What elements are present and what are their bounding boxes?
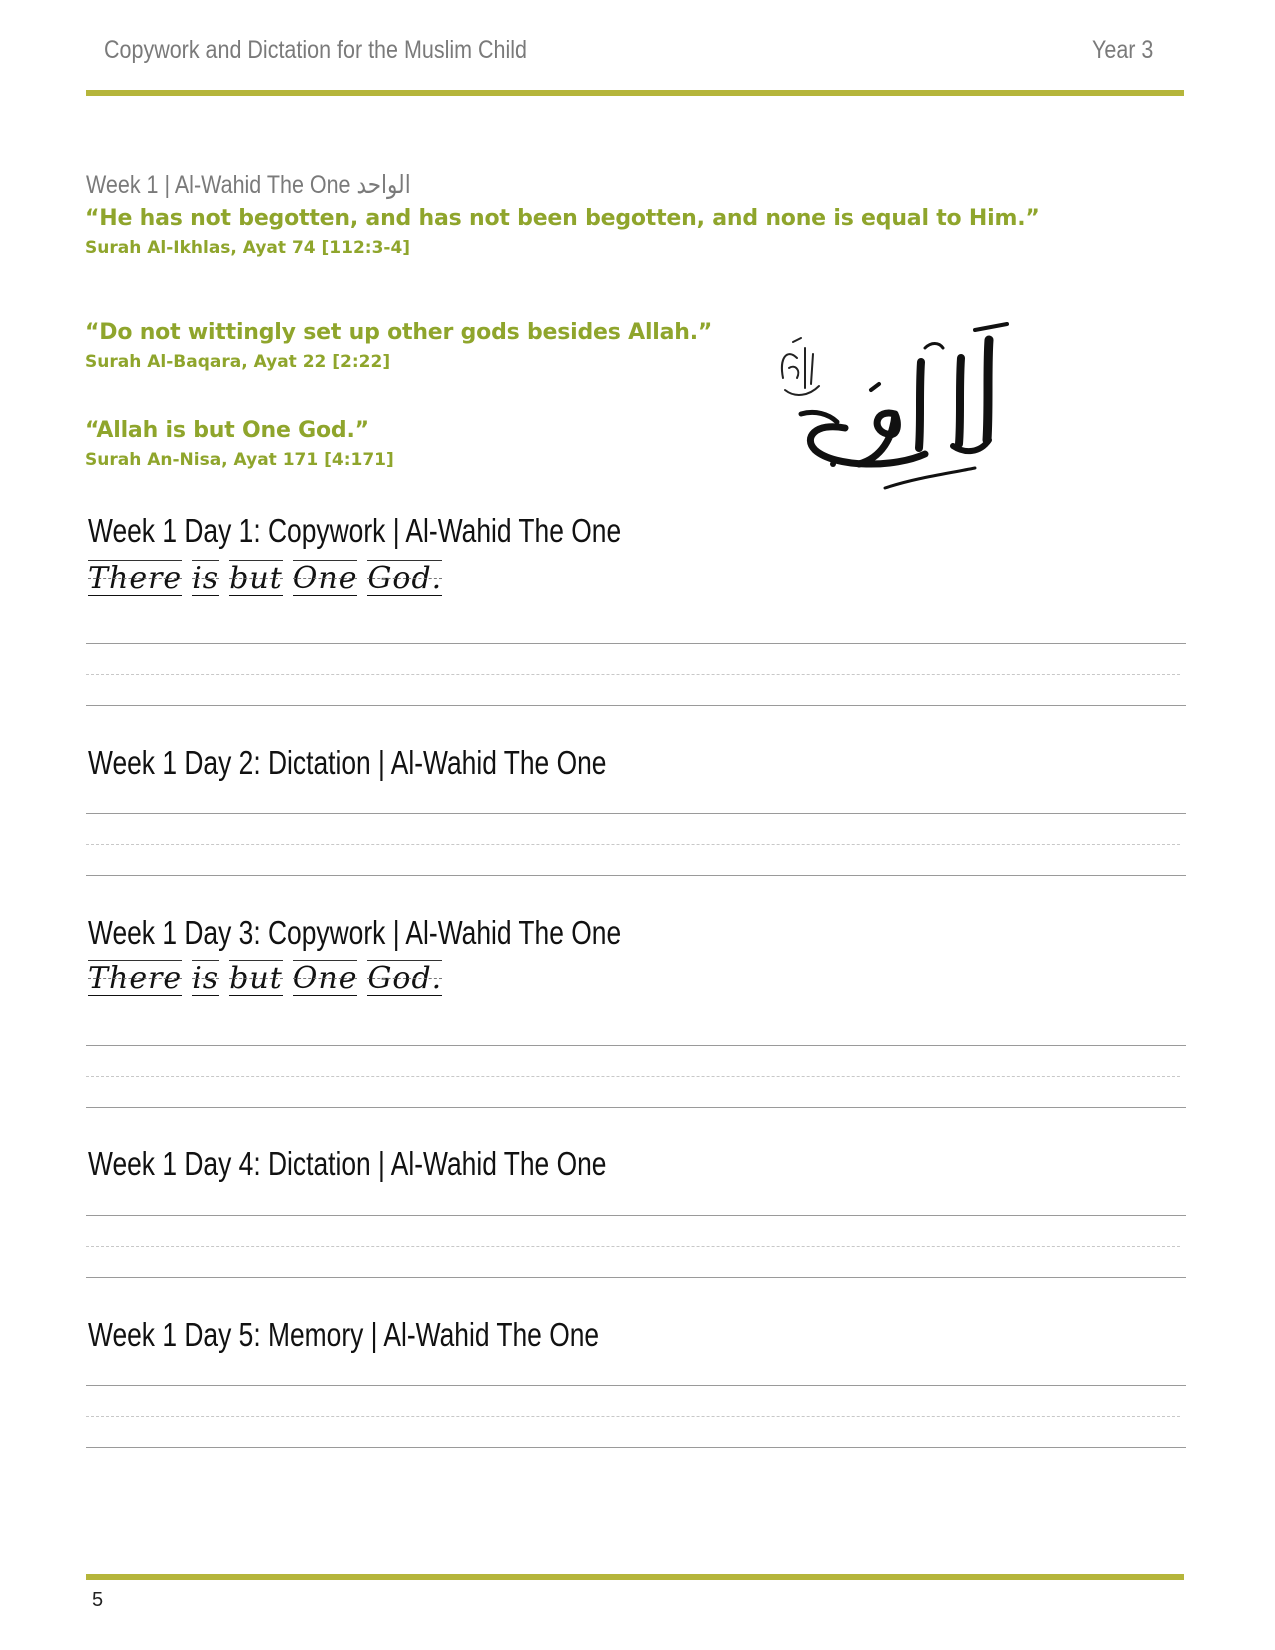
- day-4-writing-lines[interactable]: [86, 1215, 1186, 1279]
- quote-3-citation: Surah An-Nisa, Ayat 171 [4:171]: [85, 450, 394, 470]
- cursive-word: There: [88, 961, 183, 996]
- cursive-word: God.: [367, 561, 443, 596]
- quote-3: “Allah is but One God.”: [85, 418, 369, 443]
- day-4-heading: Week 1 Day 4: Dictation | Al-Wahid The One: [88, 1145, 607, 1182]
- cursive-word: One: [292, 961, 358, 996]
- day-2-writing-lines[interactable]: [86, 813, 1186, 877]
- day-5-writing-lines[interactable]: [86, 1385, 1186, 1449]
- quote-2-citation: Surah Al-Baqara, Ayat 22 [2:22]: [85, 352, 391, 372]
- quote-2: “Do not wittingly set up other gods besides Allah.”: [85, 320, 713, 345]
- day-3-writing-lines[interactable]: [86, 1045, 1186, 1109]
- cursive-word: God.: [367, 961, 443, 996]
- page-number: 5: [92, 1589, 104, 1611]
- quote-1-citation: Surah Al-Ikhlas, Ayat 74 [112:3-4]: [85, 238, 411, 258]
- day-2-heading: Week 1 Day 2: Dictation | Al-Wahid The One: [88, 744, 607, 781]
- document-title: Copywork and Dictation for the Muslim Child: [104, 36, 527, 64]
- al-wahid-calligraphy-icon: [775, 318, 1035, 498]
- header-divider: [86, 90, 1184, 96]
- cursive-word: is: [192, 561, 220, 596]
- footer-divider: [86, 1574, 1184, 1580]
- cursive-word: One: [292, 561, 358, 596]
- cursive-word: but: [229, 561, 283, 596]
- day-1-writing-lines[interactable]: [86, 643, 1186, 707]
- day-5-heading: Week 1 Day 5: Memory | Al-Wahid The One: [88, 1316, 600, 1353]
- cursive-word: but: [229, 961, 283, 996]
- week-heading: Week 1 | Al-Wahid The One الواحد: [86, 171, 411, 199]
- day-3-cursive-model: [88, 956, 452, 1002]
- cursive-word: is: [192, 961, 220, 996]
- cursive-word: There: [88, 561, 183, 596]
- day-3-heading: Week 1 Day 3: Copywork | Al-Wahid The One: [88, 914, 622, 951]
- year-label: Year 3: [1092, 36, 1154, 64]
- day-1-cursive-model: [88, 556, 452, 602]
- day-1-heading: Week 1 Day 1: Copywork | Al-Wahid The One: [88, 512, 622, 549]
- quote-1: “He has not begotten, and has not been begotten, and none is equal to Him.”: [85, 206, 1040, 231]
